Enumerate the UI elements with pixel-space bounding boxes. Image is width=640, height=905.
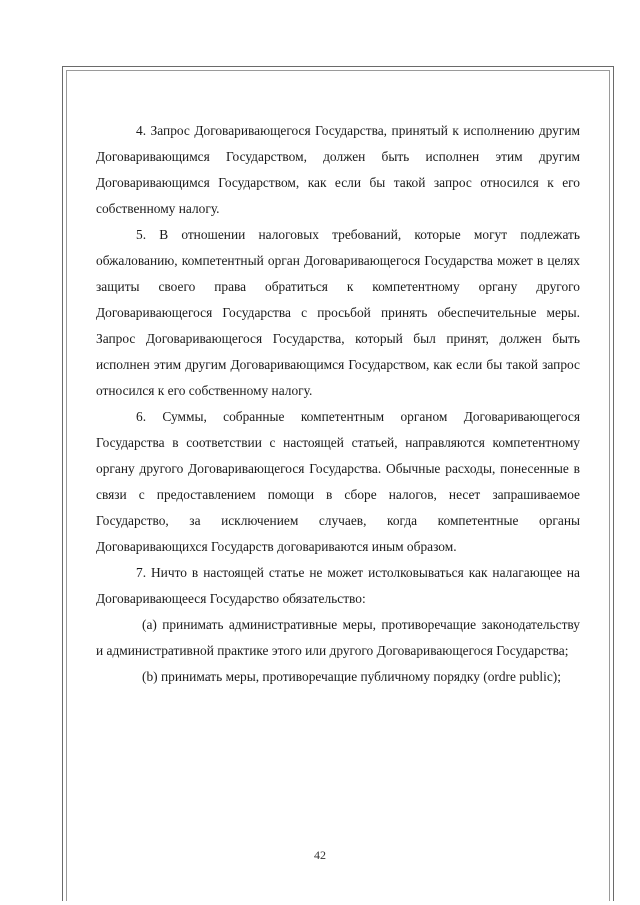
paragraph-6: 6. Суммы, собранные компетентным органом Договаривающегося Государства в соответствии с настоящей статьей, направляются компетентному органу другого Договаривающегося Государства. Обычные расходы, понесенные в связи с предоставлением помощи в сборе налогов, несет запрашиваемое Государство, за исключением случаев, когда компетентные органы Договаривающихся Государств договариваются иным образом. [96,409,580,554]
paragraph-7: 7. Ничто в настоящей статье не может истолковываться как налагающее на Договаривающееся Государство обязательство: [96,565,580,606]
paragraph-4: 4. Запрос Договаривающегося Государства, принятый к исполнению другим Договаривающимся Государством, должен быть исполнен этим другим Договаривающимся Государством, как если бы такой запрос относился к его собственному налогу. [96,123,580,216]
paragraph-5: 5. В отношении налоговых требований, которые могут подлежать обжалованию, компетентный орган Договаривающегося Государства может в целях защиты своего права обратиться к компетентному органу другого Договаривающегося Государства с просьбой принять обеспечительные меры. Запрос Договаривающегося Государства, который был принят, должен быть исполнен этим другим Договаривающимся Государством, как если бы такой запрос относился к его собственному налогу. [96,227,580,398]
subparagraph-a: (a) принимать административные меры, противоречащие законодательству и административной практике этого или другого Договаривающегося Государства; [96,617,580,658]
document-body [96,118,580,690]
subparagraph-b: (b) принимать меры, противоречащие публичному порядку (ordre public); [142,669,561,684]
page-number: 42 [314,848,326,862]
